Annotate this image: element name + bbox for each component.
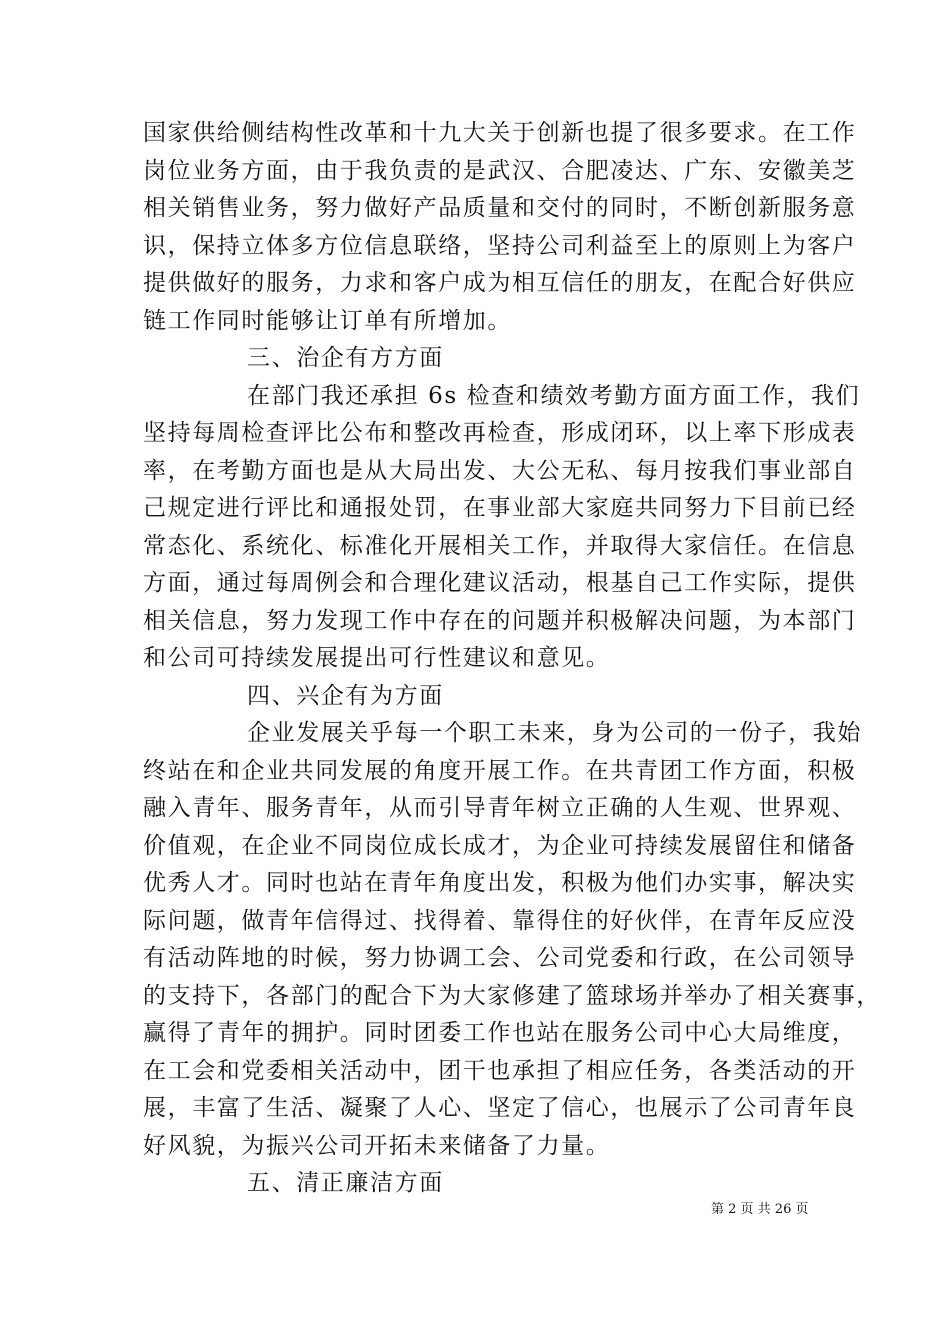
paragraph-line: 有活动阵地的时候，努力协调工会、公司党委和行政，在公司领导 [143, 945, 857, 971]
paragraph-line: 常态化、系统化、标准化开展相关工作，并取得大家信任。在信息 [143, 533, 857, 559]
paragraph-line: 终站在和企业共同发展的角度开展工作。在共青团工作方面，积极 [143, 758, 857, 784]
paragraph-line: 链工作同时能够让订单有所增加。 [143, 308, 512, 334]
paragraph-line: 相关信息，努力发现工作中存在的问题并积极解决问题，为本部门 [143, 608, 857, 634]
paragraph-line: 优秀人才。同时也站在青年角度出发，积极为他们办实事，解决实 [143, 870, 857, 896]
paragraph-line: 融入青年、服务青年，从而引导青年树立正确的人生观、世界观、 [143, 795, 857, 821]
paragraph-line: 和公司可持续发展提出可行性建议和意见。 [143, 645, 611, 671]
section-heading-4: 四、兴企有为方面 [247, 683, 444, 709]
paragraph-line: 提供做好的服务，力求和客户成为相互信任的朋友，在配合好供应 [143, 270, 857, 296]
paragraph-line: 企业发展关乎每一个职工未来，身为公司的一份子，我始 [247, 720, 862, 746]
paragraph-line: 际问题，做青年信得过、找得着、靠得住的好伙伴，在青年反应没 [143, 908, 857, 934]
page-number: 第 2 页 共 26 页 [711, 1202, 809, 1217]
paragraph-line: 国家供给侧结构性改革和十九大关于创新也提了很多要求。在工作 [143, 120, 857, 146]
paragraph-line: 赢得了青年的拥护。同时团委工作也站在服务公司中心大局维度， [143, 1020, 857, 1046]
paragraph-line: 岗位业务方面，由于我负责的是武汉、合肥凌达、广东、安徽美芝 [143, 158, 857, 184]
paragraph-line: 方面，通过每周例会和合理化建议活动，根基自己工作实际，提供 [143, 570, 857, 596]
section-heading-5: 五、清正廉洁方面 [247, 1170, 444, 1196]
paragraph-line: 在部门我还承担 6s 检查和绩效考勤方面方面工作，我们 [247, 383, 861, 409]
paragraph-line: 价值观，在企业不同岗位成长成才，为企业可持续发展留住和储备 [143, 833, 857, 859]
section-heading-3: 三、治企有方方面 [247, 345, 444, 371]
paragraph-line: 好风貌，为振兴公司开拓未来储备了力量。 [143, 1133, 611, 1159]
paragraph-line: 率，在考勤方面也是从大局出发、大公无私、每月按我们事业部自 [143, 458, 857, 484]
paragraph-line: 坚持每周检查评比公布和整改再检查，形成闭环，以上率下形成表 [143, 420, 857, 446]
paragraph-line: 识，保持立体多方位信息联络，坚持公司利益至上的原则上为客户 [143, 233, 857, 259]
paragraph-line: 在工会和党委相关活动中，团干也承担了相应任务，各类活动的开 [143, 1058, 857, 1084]
paragraph-line: 的支持下，各部门的配合下为大家修建了篮球场并举办了相关赛事， [143, 983, 881, 1009]
paragraph-line: 己规定进行评比和通报处罚，在事业部大家庭共同努力下目前已经 [143, 495, 857, 521]
paragraph-line: 相关销售业务，努力做好产品质量和交付的同时，不断创新服务意 [143, 195, 857, 221]
paragraph-line: 展，丰富了生活、凝聚了人心、坚定了信心，也展示了公司青年良 [143, 1095, 857, 1121]
